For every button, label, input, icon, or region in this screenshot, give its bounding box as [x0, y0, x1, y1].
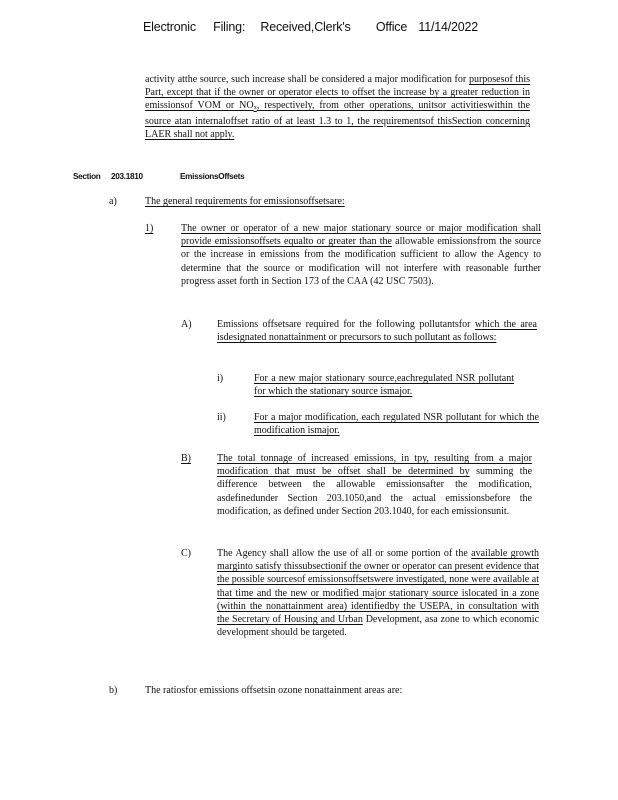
- item-B-plain: summing the difference between the allowable emissionsafter the modification, asdefinedunder Section 203.1050,and the actual emissionsbefore the modification, as defined under Section 203.1040, for each emissionsunit.: [217, 466, 533, 517]
- item-B-label: B): [181, 453, 191, 464]
- item-b-sentence: The ratiosfor emissions offsetsin ozone nonattainment areas are:: [145, 685, 403, 696]
- item-ii-label: ii): [217, 412, 226, 423]
- item-1-plain: allowable emissionsfrom the source or the increase in emissions from the modification sufficient to allow the Agency to determine that the source or modification will not interfere with reasonable further progress asset forth in Section 173 of the CAA (42 USC 7503).: [181, 236, 541, 287]
- item-C-underlined: available growth marginto satisfy thissubsectionif the owner or operator can present evidence that the possible sourcesof emissionsoffsetswere investigated, none were available at that time and the new or modified major stationary source islocated in a zone (within the nonattainment area) identifiedby the USEPA, in consultation with the Secretary of Housing and Urban: [217, 548, 539, 626]
- item-i-label: i): [217, 373, 224, 384]
- header-received: Received,Clerk's: [260, 20, 351, 34]
- item-i-sentence: For a new major stationary source,eachregulated NSR pollutant for which the stationary source ismajor.: [254, 373, 514, 398]
- item-a-text: [145, 195, 530, 208]
- section-number: 203.1810: [111, 172, 143, 181]
- item-C-text: [217, 547, 539, 639]
- item-C-plain-b: Development, asa zone to which economic development should be targeted.: [217, 614, 540, 639]
- item-A-label: A): [181, 319, 192, 330]
- item-A-text: [217, 318, 537, 344]
- item-A-underlined: which the area isdesignated nonattainment or precursors to such pollutant as follows:: [217, 319, 537, 344]
- item-ii-sentence: For a major modification, each regulated NSR pollutant for which the modification ismajor.: [254, 412, 539, 437]
- item-C-plain-a: The Agency shall allow the use of all or some portion of the: [217, 548, 468, 559]
- item-a-label: a): [109, 196, 117, 207]
- header-filing: Filing:: [213, 20, 246, 34]
- item-B-underlined: The total tonnage of increased emissions, in tpy, resulting from a major modification that must be offset shall be determined by: [217, 453, 532, 478]
- item-ii-text: [254, 411, 539, 437]
- intro-paragraph: [145, 73, 530, 141]
- header-office: Office: [375, 20, 408, 34]
- section-label: Section: [73, 172, 101, 181]
- item-1-label: 1): [145, 223, 154, 234]
- intro-underlined-text-a: purposesof this Part, except that if the owner or operator elects to offset the increase by a greater reduction in emissionsof VOM or NO: [145, 74, 530, 112]
- section-title: EmissionsOffsets: [180, 172, 245, 181]
- item-B-text: [217, 452, 532, 518]
- header-date: 11/14/2022: [418, 20, 479, 34]
- nox-subscript: x: [253, 104, 257, 112]
- item-C-label: C): [181, 548, 191, 559]
- intro-plain-text: activity atthe source, such increase shall be considered a major modification for: [145, 74, 467, 85]
- header-electronic: Electronic: [143, 20, 196, 34]
- item-a-sentence: The general requirements for emissionsoffsetsare:: [145, 196, 345, 207]
- filing-header: [143, 20, 478, 34]
- item-b-label: b): [109, 685, 118, 696]
- item-i-text: [254, 372, 514, 398]
- item-1-text: [181, 222, 541, 288]
- intro-underlined-text-b: , respectively, from other operations, unitsor activitieswithin the source atan internaloffset ratio of at least 1.3 to 1, the requirementsof thisSection concerning LAER shall not apply.: [145, 100, 531, 140]
- item-1-underlined: The owner or operator of a new major stationary source or major modification shall provide emissionsoffsets equalto or greater than the: [181, 223, 541, 248]
- item-b-text: [145, 684, 530, 697]
- item-A-plain: Emissions offsetsare required for the following pollutantsfor: [217, 319, 471, 330]
